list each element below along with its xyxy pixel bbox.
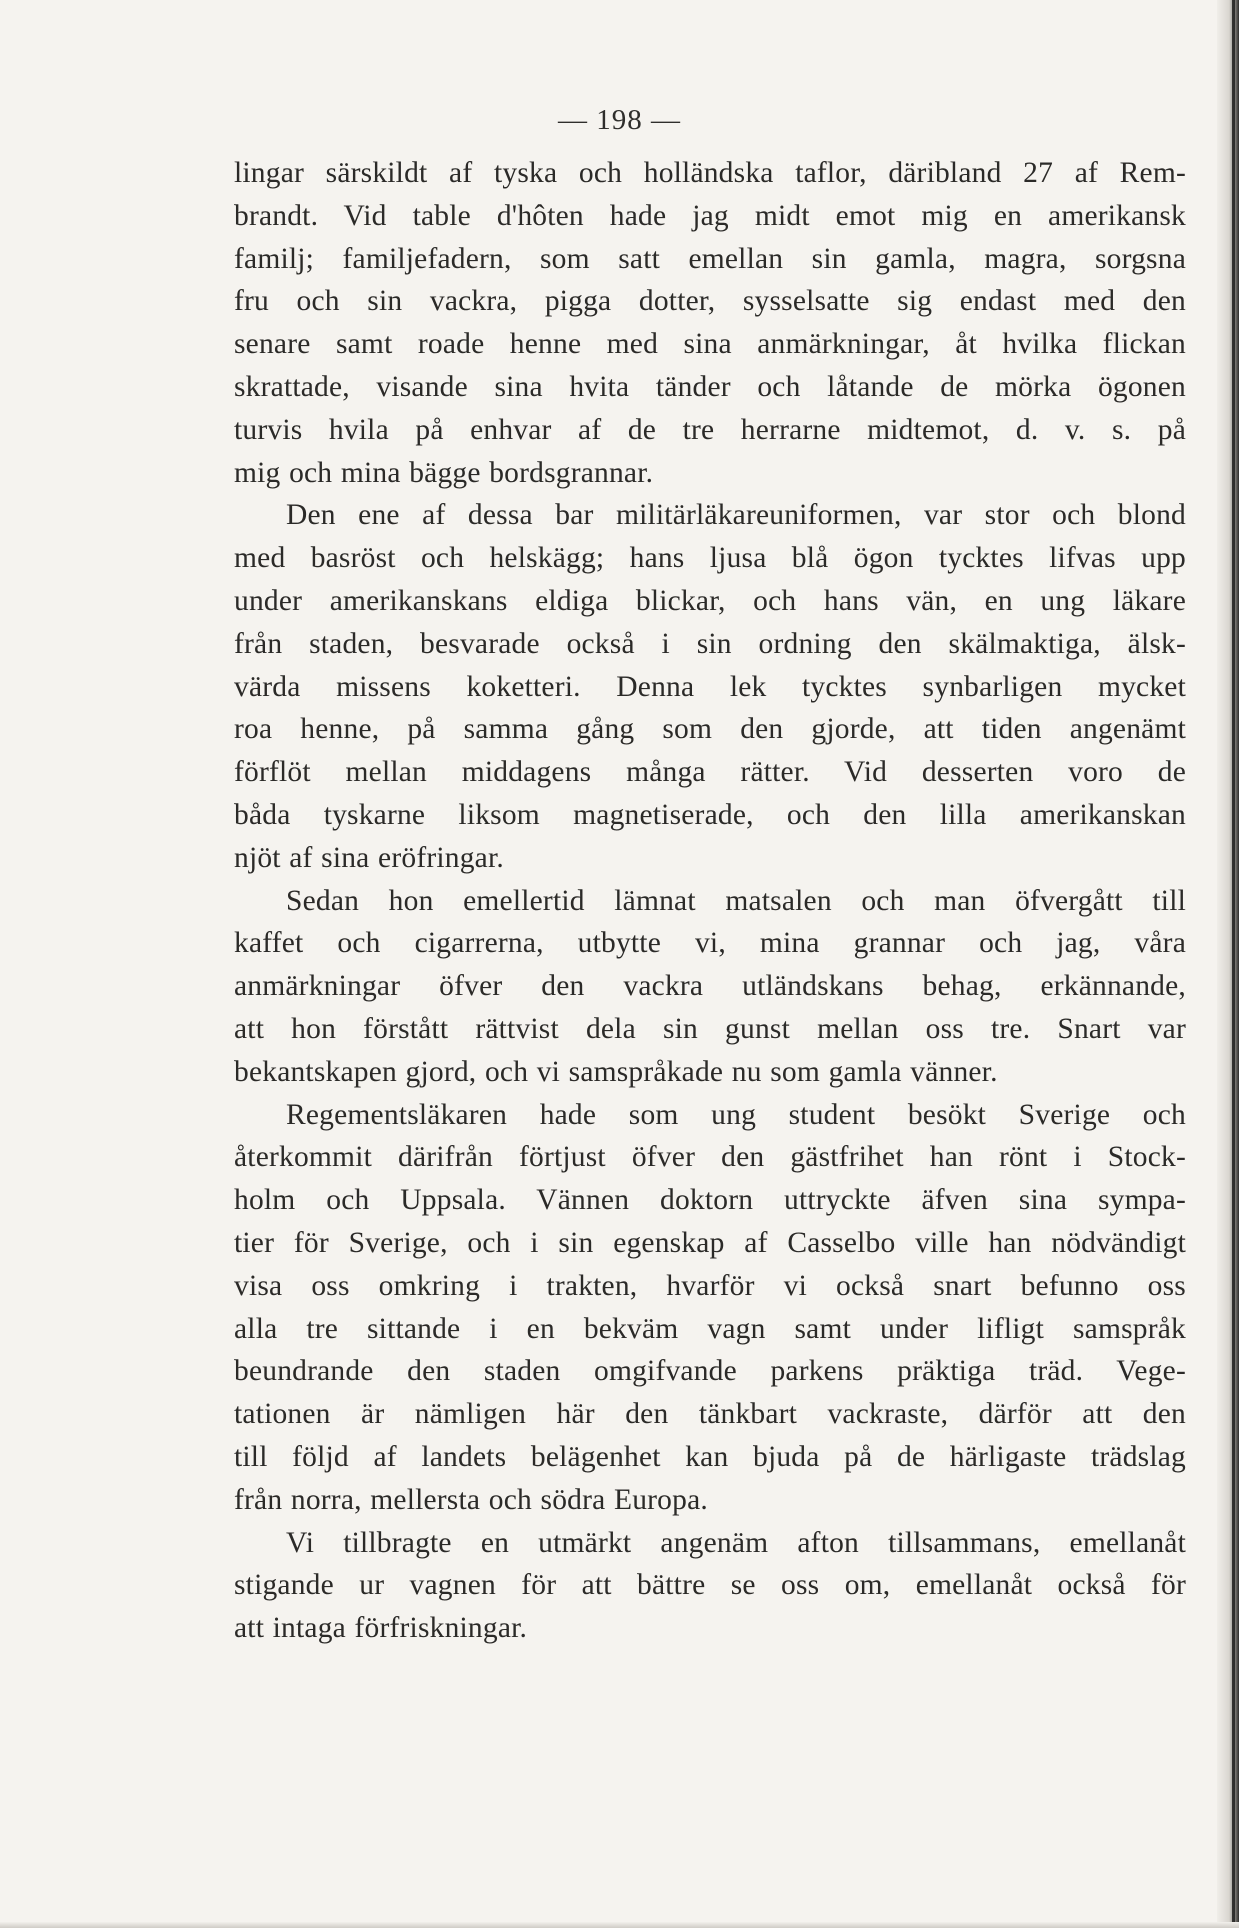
text-line: holm och Uppsala. Vännen doktorn uttryckte äfven sina sympa- — [234, 1184, 1186, 1217]
text-line: njöt af sina eröfringar. — [234, 841, 504, 874]
text-line: senare samt roade henne med sina anmärkningar, åt hvilka flickan — [234, 328, 1186, 361]
text-line-paragraph-start: Vi tillbragte en utmärkt angenäm afton tillsammans, emellanåt — [286, 1526, 1186, 1559]
text-line: alla tre sittande i en bekväm vagn samt under lifligt samspråk — [234, 1312, 1186, 1345]
text-line: båda tyskarne liksom magnetiserade, och den lilla amerikanskan — [234, 798, 1186, 831]
body-text — [234, 152, 1186, 1650]
page-number: — 198 — — [558, 104, 681, 136]
text-line: tier för Sverige, och i sin egenskap af Casselbo ville han nödvändigt — [234, 1226, 1186, 1259]
page-bottom-edge — [0, 1922, 1239, 1928]
text-line: att hon förstått rättvist dela sin gunst mellan oss tre. Snart var — [234, 1012, 1186, 1045]
text-line: under amerikanskans eldiga blickar, och hans vän, en ung läkare — [234, 584, 1186, 617]
text-line: visa oss omkring i trakten, hvarför vi också snart befunno oss — [234, 1269, 1186, 1302]
text-line: skrattade, visande sina hvita tänder och låtande de mörka ögonen — [234, 370, 1186, 403]
text-line: roa henne, på samma gång som den gjorde, att tiden angenämt — [234, 713, 1186, 746]
text-line: familj; familjefadern, som satt emellan sin gamla, magra, sorgsna — [234, 242, 1186, 275]
text-line: tationen är nämligen här den tänkbart vackraste, därför att den — [234, 1398, 1186, 1431]
text-line: till följd af landets belägenhet kan bjuda på de härligaste trädslag — [234, 1440, 1186, 1473]
text-line: från staden, besvarade också i sin ordning den skälmaktiga, älsk- — [234, 627, 1186, 660]
text-line: brandt. Vid table d'hôten hade jag midt emot mig en amerikansk — [234, 199, 1186, 232]
text-line: fru och sin vackra, pigga dotter, sysselsatte sig endast med den — [234, 285, 1186, 318]
text-line: anmärkningar öfver den vackra utländskans behag, erkännande, — [234, 970, 1186, 1003]
text-line: kaffet och cigarrerna, utbytte vi, mina grannar och jag, våra — [234, 927, 1186, 960]
text-line: återkommit därifrån förtjust öfver den gästfrihet han rönt i Stock- — [234, 1141, 1186, 1174]
text-line-paragraph-start: Regementsläkaren hade som ung student besökt Sverige och — [286, 1098, 1186, 1131]
page-edge-shadow — [1217, 0, 1239, 1928]
text-line: från norra, mellersta och södra Europa. — [234, 1483, 708, 1516]
text-line: värda missens koketteri. Denna lek tycktes synbarligen mycket — [234, 670, 1186, 703]
text-line: turvis hvila på enhvar af de tre herrarne midtemot, d. v. s. på — [234, 413, 1186, 446]
text-line: att intaga förfriskningar. — [234, 1612, 528, 1645]
text-line: bekantskapen gjord, och vi samspråkade nu som gamla vänner. — [234, 1055, 998, 1088]
page-binding-edge — [1232, 0, 1235, 1928]
text-line-paragraph-start: Den ene af dessa bar militärläkareuniformen, var stor och blond — [286, 499, 1186, 532]
text-line: stigande ur vagnen för att bättre se oss om, emellanåt också för — [234, 1569, 1186, 1602]
text-line-paragraph-start: Sedan hon emellertid lämnat matsalen och man öfvergått till — [286, 884, 1186, 917]
text-line: mig och mina bägge bordsgrannar. — [234, 456, 654, 489]
text-line: med basröst och helskägg; hans ljusa blå ögon tycktes lifvas upp — [234, 542, 1186, 575]
text-line: förflöt mellan middagens många rätter. Vid desserten voro de — [234, 756, 1186, 789]
text-line: beundrande den staden omgifvande parkens präktiga träd. Vege- — [234, 1355, 1186, 1388]
text-line: lingar särskildt af tyska och holländska taflor, däribland 27 af Rem- — [234, 157, 1186, 189]
